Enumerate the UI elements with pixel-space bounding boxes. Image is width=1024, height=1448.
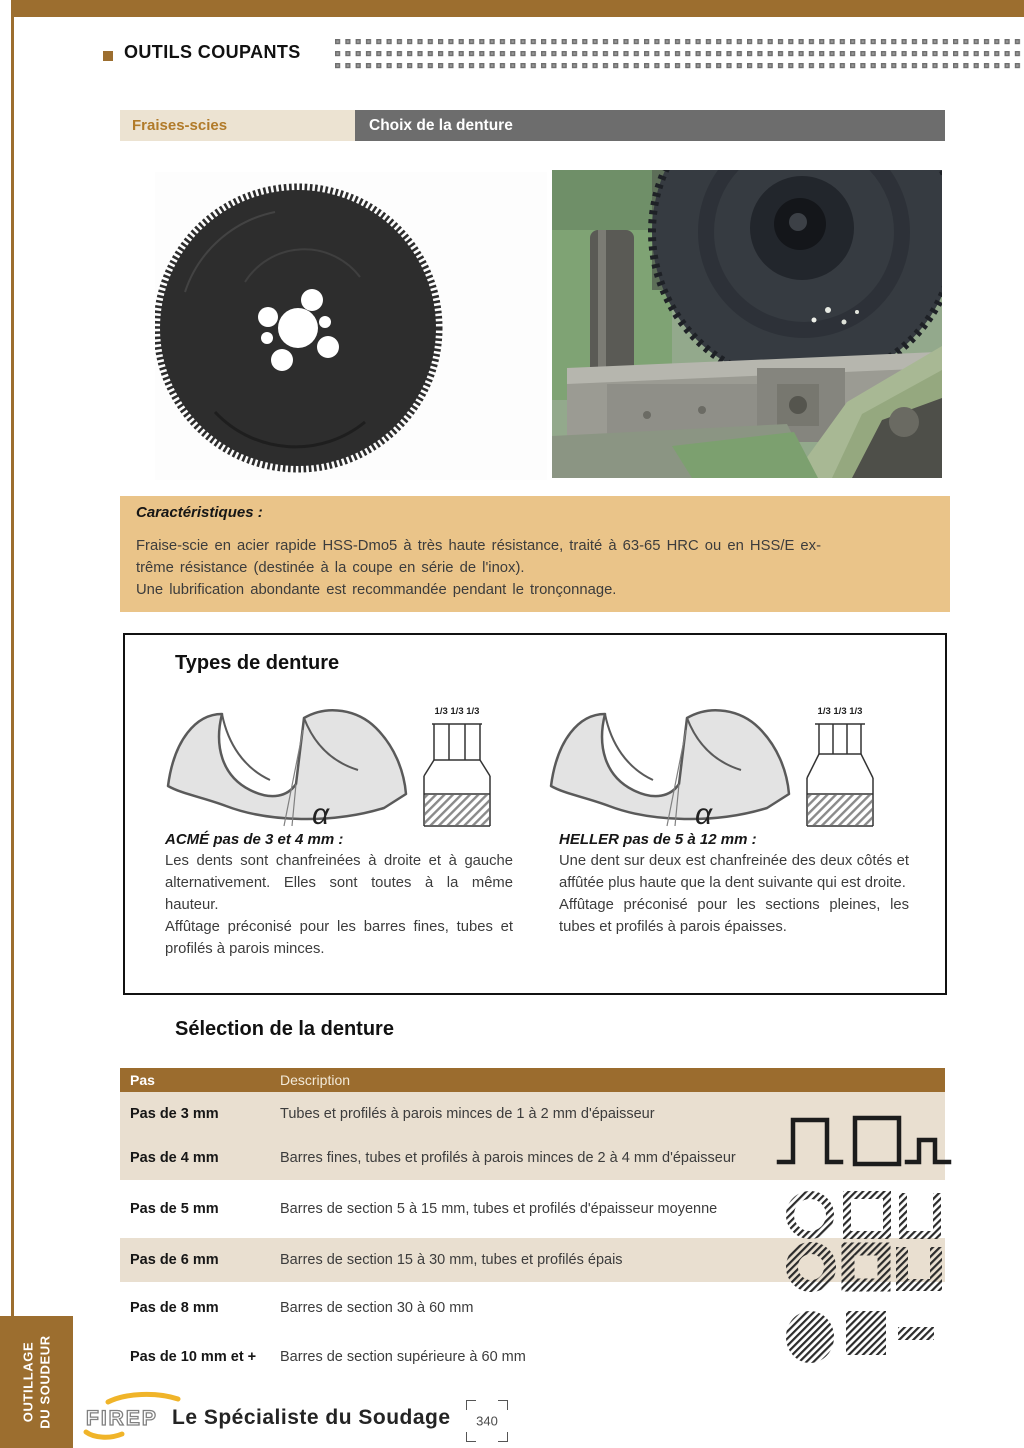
heller-paragraph: Affûtage préconisé pour les sections pleines, les tubes et profilés à parois épaisses. xyxy=(559,897,909,935)
row-description: Barres de section supérieure à 60 mm xyxy=(280,1348,526,1365)
svg-text:1/3 1/3 1/3: 1/3 1/3 1/3 xyxy=(434,706,480,717)
footer-tagline: Le Spécialiste du Soudage xyxy=(172,1406,451,1429)
heller-tooth-diagram xyxy=(545,702,890,832)
page-number: 340 xyxy=(476,1413,498,1429)
selection-table xyxy=(120,1068,945,1380)
row-description: Barres de section 15 à 30 mm, tubes et profilés épais xyxy=(280,1252,623,1268)
sidebar-line: DU SOUDEUR xyxy=(37,1335,53,1429)
crop-mark-icon xyxy=(466,1400,476,1410)
svg-text:α: α xyxy=(695,798,713,831)
thin-profiles-illustration xyxy=(775,1110,953,1168)
characteristics-line: Fraise-scie en acier rapide HSS-Dmo5 à très haute résistance, traité à 63-65 HRC ou en HSS/E ex- xyxy=(136,538,821,554)
tab-fraises-scies[interactable]: Fraises-scies xyxy=(120,110,355,141)
page-title: OUTILS COUPANTS xyxy=(124,42,301,62)
svg-text:1/3 1/3 1/3: 1/3 1/3 1/3 xyxy=(817,706,863,717)
sidebar-category-tab xyxy=(0,1316,73,1448)
column-header-description: Description xyxy=(280,1072,351,1088)
characteristics-line: Une lubrification abondante est recommandée pendant le tronçonnage. xyxy=(136,582,617,598)
column-header-pas: Pas xyxy=(130,1072,155,1088)
acme-heading: ACMÉ pas de 3 et 4 mm : xyxy=(165,831,344,848)
svg-text:FIREP: FIREP xyxy=(86,1407,158,1430)
row-description: Barres de section 30 à 60 mm xyxy=(280,1299,474,1316)
crop-mark-icon xyxy=(466,1432,476,1442)
row-pas: Pas de 10 mm et + xyxy=(130,1348,257,1365)
crop-mark-icon xyxy=(498,1400,508,1410)
characteristics-panel xyxy=(120,496,950,612)
selection-title: Sélection de la denture xyxy=(175,1018,394,1040)
acme-paragraph: Affûtage préconisé pour les barres fines, tubes et profilés à parois minces. xyxy=(165,919,513,957)
sidebar-line: OUTILLAGE xyxy=(20,1341,36,1423)
tab-choix-denture: Choix de la denture xyxy=(355,110,945,141)
dotted-pattern-decoration xyxy=(335,39,1022,70)
heller-paragraph: Une dent sur deux est chanfreinée des deux côtés et affûtée plus haute que la dent suivante qui est droite. xyxy=(559,853,909,891)
page-number-marker xyxy=(466,1400,508,1442)
row-pas: Pas de 6 mm xyxy=(130,1252,219,1268)
row-pas: Pas de 3 mm xyxy=(130,1106,219,1122)
row-description: Tubes et profilés à parois minces de 1 à 2 mm d'épaisseur xyxy=(280,1106,655,1122)
acme-description xyxy=(165,831,513,960)
row-pas: Pas de 4 mm xyxy=(130,1150,219,1166)
top-border-bar xyxy=(12,0,1024,17)
medium-profiles-illustration xyxy=(783,1185,948,1243)
heller-heading: HELLER pas de 5 à 12 mm : xyxy=(559,831,757,848)
acme-tooth-diagram xyxy=(162,702,507,832)
acme-paragraph: Les dents sont chanfreinées à droite et à gauche alternativement. Elles sont toutes à la même hauteur. xyxy=(165,853,513,913)
types-title: Types de denture xyxy=(175,652,340,674)
section-bullet-icon xyxy=(103,51,113,61)
heller-description xyxy=(559,831,909,938)
saw-blade-image xyxy=(155,172,547,480)
characteristics-title: Caractéristiques : xyxy=(136,504,263,521)
row-pas: Pas de 8 mm xyxy=(130,1299,219,1316)
row-description: Barres fines, tubes et profilés à parois minces de 2 à 4 mm d'épaisseur xyxy=(280,1150,736,1166)
thick-profiles-illustration xyxy=(786,1237,946,1295)
row-pas: Pas de 5 mm xyxy=(130,1201,219,1217)
row-description: Barres de section 5 à 15 mm, tubes et profilés d'épaisseur moyenne xyxy=(280,1201,718,1217)
left-margin-rule xyxy=(11,0,14,1318)
characteristics-line: trême résistance (destinée à la coupe en série de l'inox). xyxy=(136,560,525,576)
crop-mark-icon xyxy=(498,1432,508,1442)
svg-text:α: α xyxy=(312,798,330,831)
machine-photo xyxy=(552,170,942,478)
solid-profiles-illustration xyxy=(784,1305,936,1365)
types-panel xyxy=(123,633,947,995)
table-header xyxy=(120,1068,945,1092)
